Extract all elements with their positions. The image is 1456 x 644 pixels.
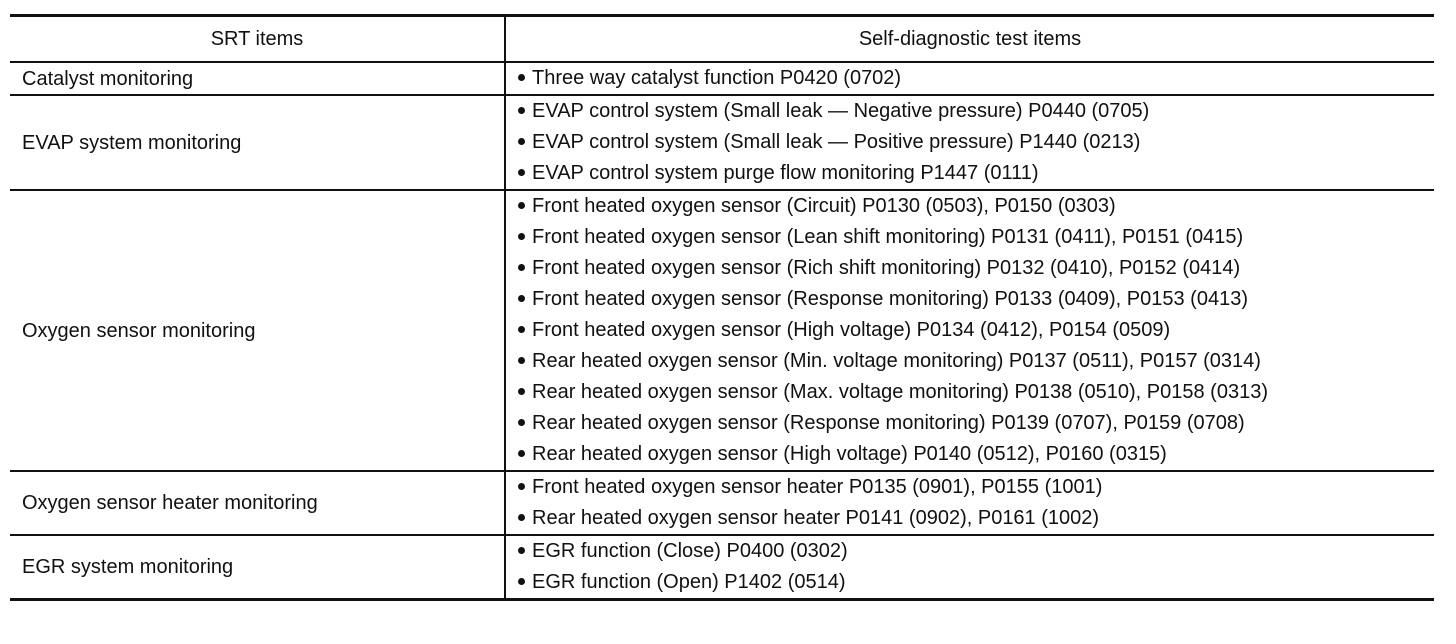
test-item-text: Rear heated oxygen sensor (High voltage) P0140 (0512), P0160 (0315) xyxy=(532,443,1167,465)
bullet-icon xyxy=(518,547,525,554)
bullet-icon xyxy=(518,202,525,209)
table-row xyxy=(10,535,1434,600)
test-item xyxy=(518,63,1422,94)
test-item-text: Front heated oxygen sensor (Rich shift monitoring) P0132 (0410), P0152 (0414) xyxy=(532,257,1241,279)
test-items-cell xyxy=(505,62,1434,95)
test-item xyxy=(518,96,1422,127)
test-item xyxy=(518,472,1422,503)
test-item-list xyxy=(518,96,1422,189)
bullet-icon xyxy=(518,264,525,271)
test-item-text: Rear heated oxygen sensor (Response monitoring) P0139 (0707), P0159 (0708) xyxy=(532,412,1245,434)
bullet-icon xyxy=(518,169,525,176)
srt-item-cell: Oxygen sensor heater monitoring xyxy=(10,471,505,535)
test-item-text: Rear heated oxygen sensor (Max. voltage monitoring) P0138 (0510), P0158 (0313) xyxy=(532,381,1268,403)
bullet-icon xyxy=(518,107,525,114)
test-items-cell xyxy=(505,471,1434,535)
test-item-text: Three way catalyst function P0420 (0702) xyxy=(532,67,902,89)
test-item xyxy=(518,127,1422,158)
test-item xyxy=(518,439,1422,470)
srt-item-cell: EVAP system monitoring xyxy=(10,95,505,190)
bullet-icon xyxy=(518,295,525,302)
test-item-text: EGR function (Open) P1402 (0514) xyxy=(532,571,846,593)
header-srt-items: SRT items xyxy=(10,16,505,63)
test-item xyxy=(518,158,1422,189)
bullet-icon xyxy=(518,388,525,395)
header-self-diagnostic-test-items: Self-diagnostic test items xyxy=(505,16,1434,63)
test-item-text: EVAP control system purge flow monitoring P1447 (0111) xyxy=(532,162,1039,184)
test-item-text: Rear heated oxygen sensor (Min. voltage monitoring) P0137 (0511), P0157 (0314) xyxy=(532,350,1261,372)
test-item xyxy=(518,315,1422,346)
test-item-list xyxy=(518,191,1422,470)
test-item-text: Rear heated oxygen sensor heater P0141 (0902), P0161 (1002) xyxy=(532,507,1100,529)
header-row xyxy=(10,16,1434,63)
bullet-icon xyxy=(518,326,525,333)
bullet-icon xyxy=(518,578,525,585)
srt-item-cell: EGR system monitoring xyxy=(10,535,505,600)
test-item-text: Front heated oxygen sensor (Lean shift monitoring) P0131 (0411), P0151 (0415) xyxy=(532,226,1244,248)
srt-document xyxy=(10,14,1434,601)
test-item-list xyxy=(518,63,1422,94)
test-item-text: EGR function (Close) P0400 (0302) xyxy=(532,540,848,562)
bullet-icon xyxy=(518,233,525,240)
bullet-icon xyxy=(518,483,525,490)
bullet-icon xyxy=(518,74,525,81)
bullet-icon xyxy=(518,419,525,426)
table-row xyxy=(10,95,1434,190)
test-item-list xyxy=(518,536,1422,598)
test-item-text: EVAP control system (Small leak — Positive pressure) P1440 (0213) xyxy=(532,131,1141,153)
test-item-text: Front heated oxygen sensor (Response monitoring) P0133 (0409), P0153 (0413) xyxy=(532,288,1248,310)
test-item xyxy=(518,408,1422,439)
test-item-list xyxy=(518,472,1422,534)
srt-item-cell: Oxygen sensor monitoring xyxy=(10,190,505,471)
table-row xyxy=(10,471,1434,535)
test-item xyxy=(518,567,1422,598)
bullet-icon xyxy=(518,357,525,364)
test-item xyxy=(518,222,1422,253)
test-item-text: Front heated oxygen sensor heater P0135 (0901), P0155 (1001) xyxy=(532,476,1103,498)
test-item-text: Front heated oxygen sensor (High voltage) P0134 (0412), P0154 (0509) xyxy=(532,319,1171,341)
test-item xyxy=(518,377,1422,408)
test-items-cell xyxy=(505,190,1434,471)
test-item xyxy=(518,253,1422,284)
table-row xyxy=(10,190,1434,471)
test-items-cell xyxy=(505,95,1434,190)
bullet-icon xyxy=(518,138,525,145)
srt-item-cell: Catalyst monitoring xyxy=(10,62,505,95)
table-header xyxy=(10,16,1434,63)
test-item-text: EVAP control system (Small leak — Negative pressure) P0440 (0705) xyxy=(532,100,1150,122)
test-item xyxy=(518,191,1422,222)
bullet-icon xyxy=(518,450,525,457)
test-item xyxy=(518,284,1422,315)
table-body xyxy=(10,62,1434,600)
srt-table xyxy=(10,14,1434,601)
test-item xyxy=(518,346,1422,377)
bullet-icon xyxy=(518,514,525,521)
test-items-cell xyxy=(505,535,1434,600)
test-item xyxy=(518,536,1422,567)
table-row xyxy=(10,62,1434,95)
test-item-text: Front heated oxygen sensor (Circuit) P0130 (0503), P0150 (0303) xyxy=(532,195,1116,217)
test-item xyxy=(518,503,1422,534)
